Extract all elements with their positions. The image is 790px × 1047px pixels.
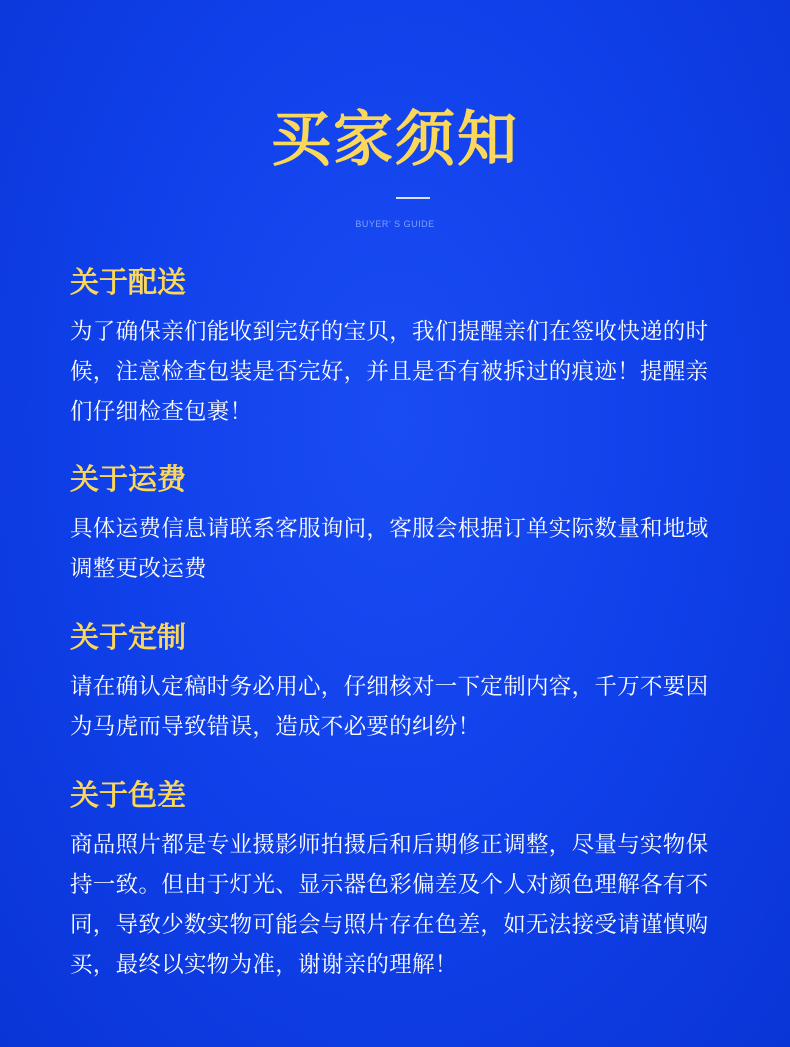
section-body-customization: 请在确认定稿时务必用心，仔细核对一下定制内容，千万不要因为马虎而导致错误，造成不必要的纠纷！: [70, 674, 709, 740]
section-shipping-fee: [70, 459, 730, 589]
title-divider: [396, 197, 430, 199]
section-color-difference: [70, 775, 730, 985]
section-body-shipping-fee: 具体运费信息请联系客服询问，客服会根据订单实际数量和地域调整更改运费: [70, 516, 709, 582]
section-body-color-difference: 商品照片都是专业摄影师拍摄后和后期修正调整，尽量与实物保持一致。但由于灯光、显示器色彩偏差及个人对颜色理解各有不同，导致少数实物可能会与照片存在色差，如无法接受请谨慎购买，最终以实物为准，谢谢亲的理解！: [70, 832, 709, 978]
page-title: 买家须知: [271, 105, 519, 175]
section-title-shipping-fee: 关于运费: [70, 462, 187, 496]
section-title-delivery: 关于配送: [70, 265, 187, 299]
section-customization: [70, 617, 730, 747]
section-title-customization: 关于定制: [70, 620, 187, 654]
page-subtitle: BUYER’ S GUIDE: [355, 219, 435, 229]
section-body-delivery: 为了确保亲们能收到完好的宝贝，我们提醒亲们在签收快递的时候，注意检查包装是否完好，并且是否有被拆过的痕迹！提醒亲们仔细检查包裹！: [70, 319, 709, 425]
section-delivery: [70, 262, 730, 432]
section-title-color-difference: 关于色差: [70, 778, 187, 812]
